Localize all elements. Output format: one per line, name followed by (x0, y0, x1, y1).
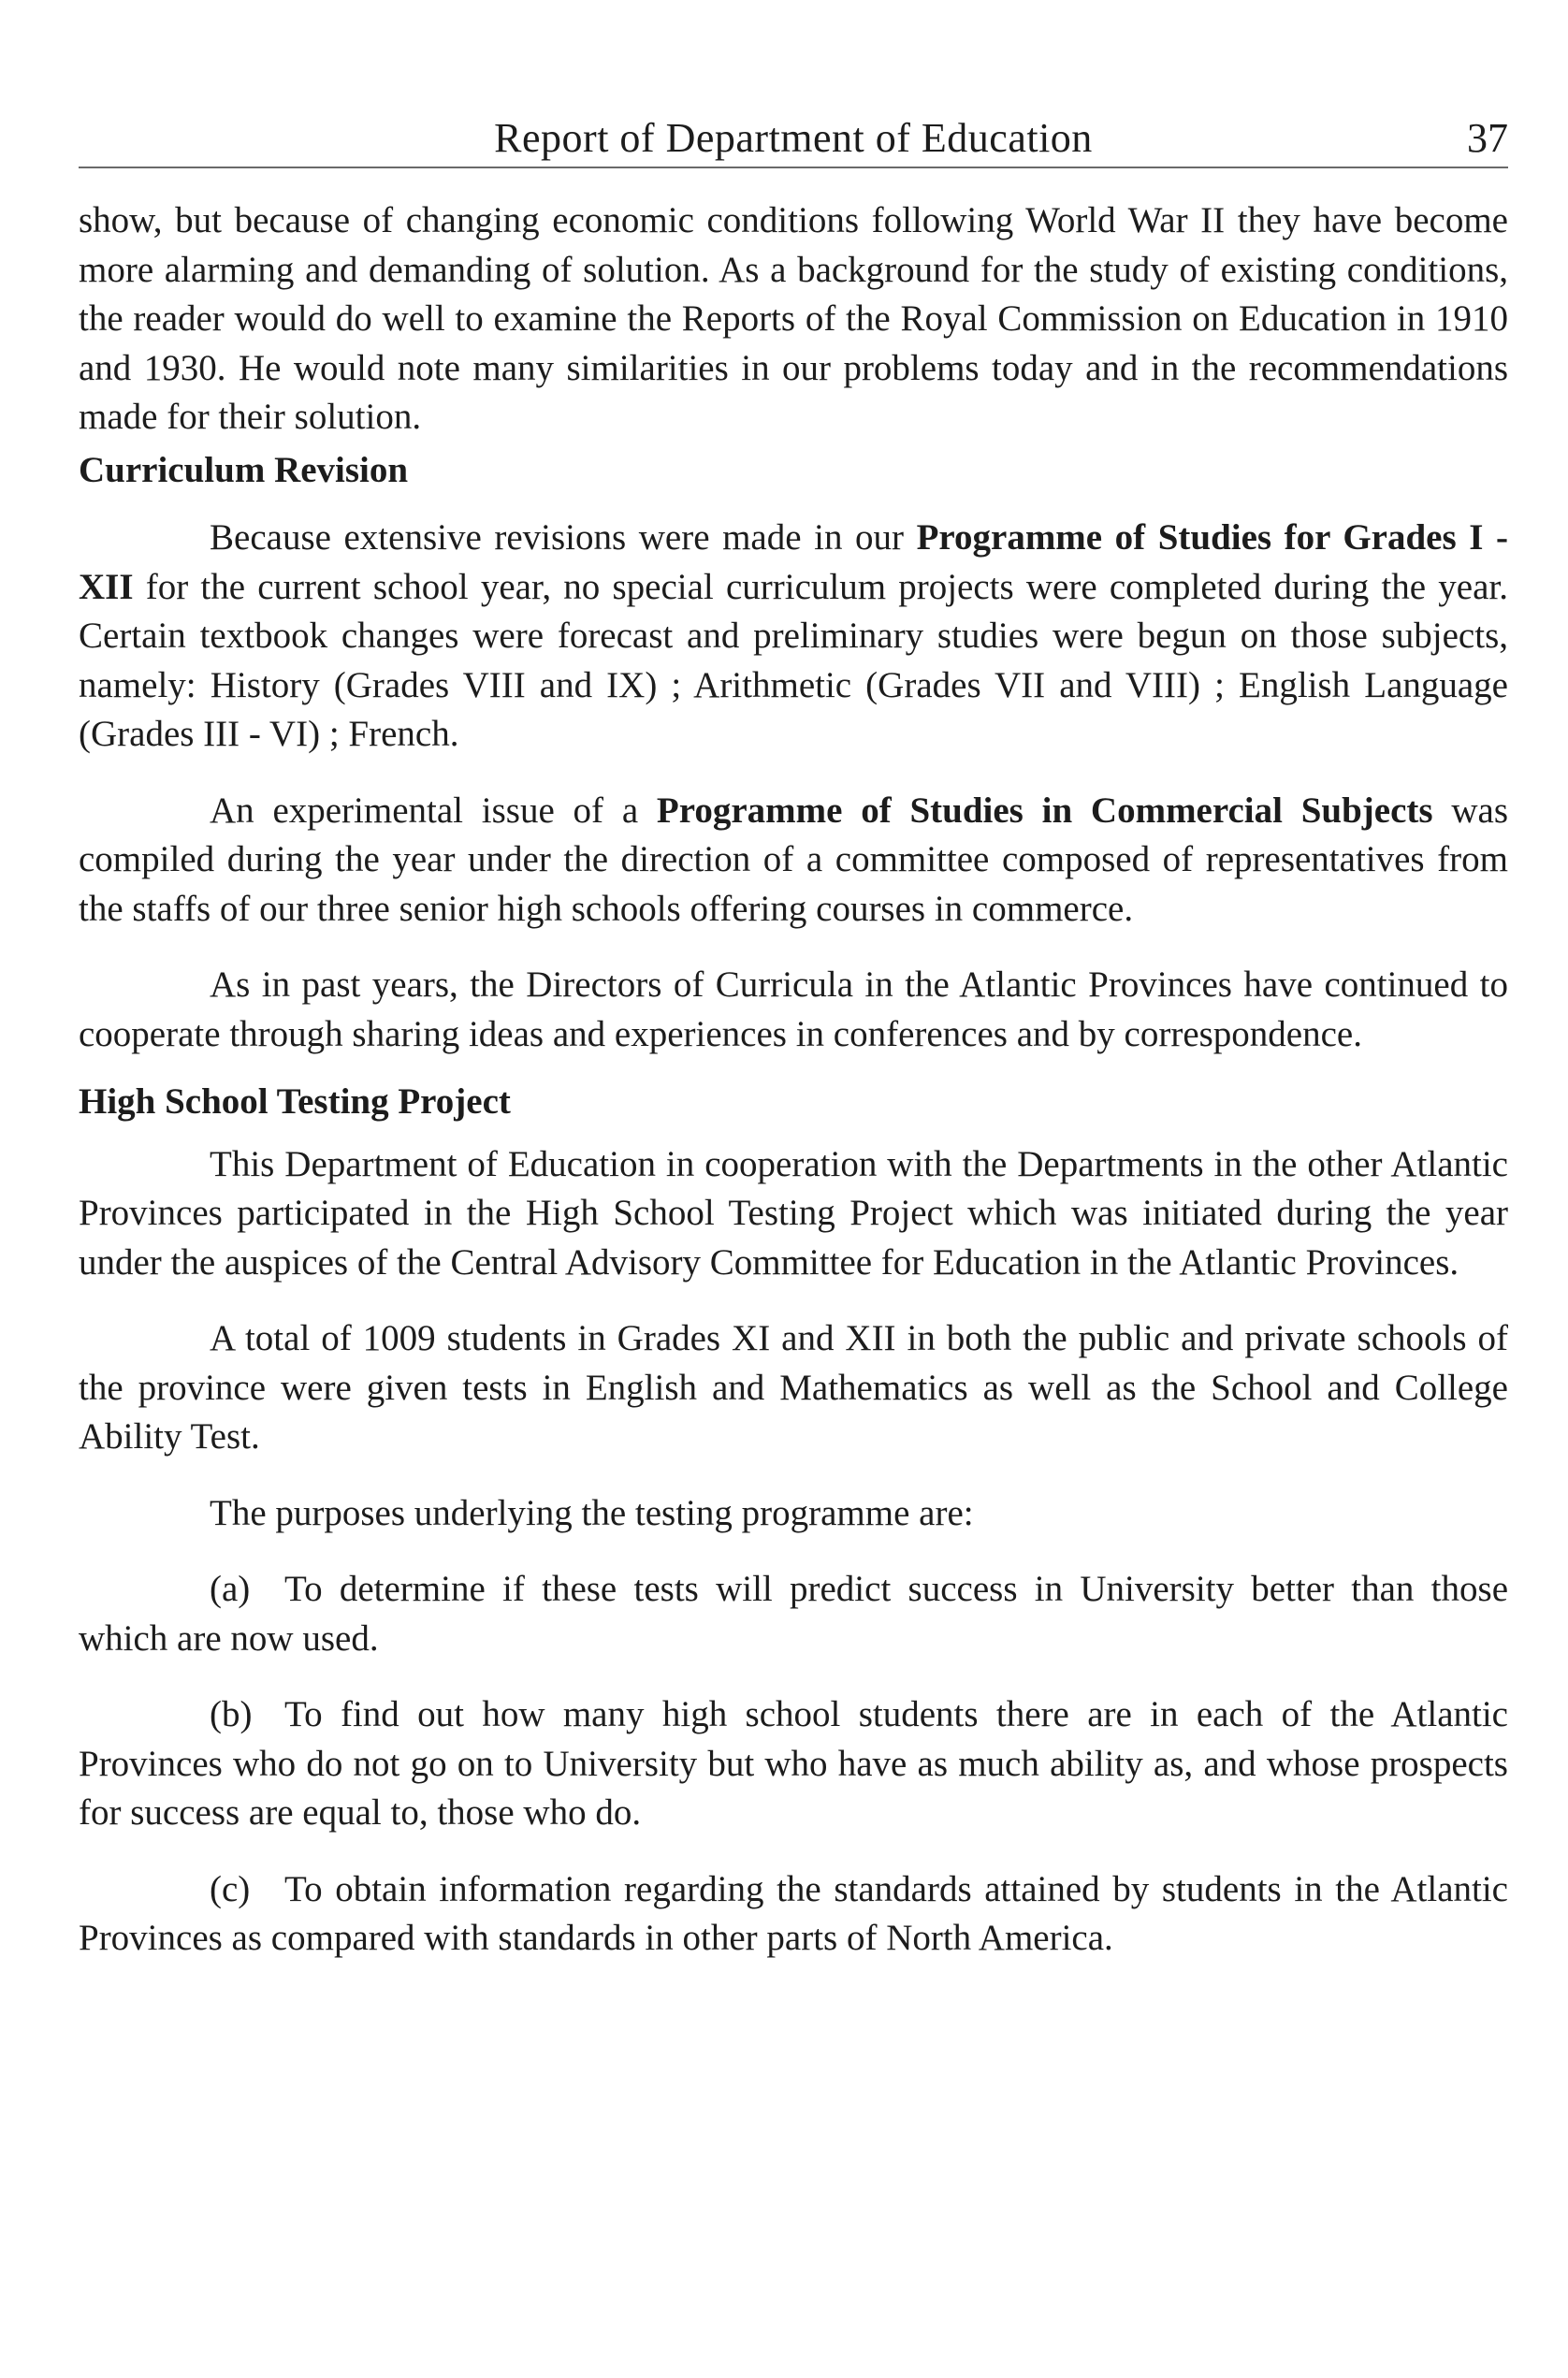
curriculum-paragraph-2 (79, 787, 1508, 935)
testing-purposes-intro: The purposes underlying the testing programme are: (210, 1492, 974, 1533)
curriculum-p1-text-end: for the current school year, no special curriculum projects were completed during the year. Certain textbook changes were forecast and preliminary studies were begun on those subjects, namely: History (Grades VIII and IX) ; Arithmetic (Grades VII and VIII) ; English Language (Grades III - VI) ; French. (79, 566, 1508, 754)
page (79, 110, 1508, 1964)
curriculum-p2-text-start: An experimental issue of a (210, 790, 657, 831)
testing-paragraph-1: This Department of Education in cooperation with the Departments in the other Atlantic Provinces participated in the High School Testing Project which was initiated during the year under the auspices of the Central Advisory Committee for Education in the Atlantic Provinces. (79, 1143, 1508, 1283)
purpose-item-a (79, 1565, 1508, 1663)
purpose-item-c-label: (c) (210, 1868, 251, 1909)
testing-paragraph-2: A total of 1009 students in Grades XI and XII in both the public and private schools of the province were given tests in English and Mathematics as well as the School and College Ability Test. (79, 1318, 1508, 1457)
programme-of-studies-title: Programme of Studies for Grades I - XII (79, 517, 1508, 607)
purpose-item-a-label: (a) (210, 1569, 251, 1609)
purpose-item-c-text: To obtain information regarding the standards attained by students in the Atlantic Provinces as compared with standards in other parts of North America. (79, 1868, 1508, 1958)
body-text (79, 196, 1508, 1964)
curriculum-p2-text-end: was compiled during the year under the direction of a committee composed of representatives from the staffs of our three senior high schools offering courses in commerce. (79, 790, 1509, 929)
page-number: 37 (1467, 115, 1508, 161)
purpose-item-a-text: To determine if these tests will predict success in University better than those which are now used. (79, 1569, 1508, 1659)
purpose-item-b (79, 1690, 1508, 1838)
running-title: Report of Department of Education (494, 115, 1093, 161)
testing-project-heading: High School Testing Project (79, 1081, 511, 1122)
purpose-item-c (79, 1865, 1508, 1964)
purpose-item-b-label: (b) (210, 1694, 253, 1734)
purpose-item-b-text: To find out how many high school students there are in each of the Atlantic Provinces who do not go on to University but who have as much ability as, and whose prospects for success are equal to, those who do. (79, 1694, 1508, 1833)
curriculum-paragraph-3: As in past years, the Directors of Curricula in the Atlantic Provinces have continued to cooperate through sharing ideas and experiences in conferences and by correspondence. (79, 964, 1508, 1054)
curriculum-paragraph-1 (79, 514, 1508, 760)
curriculum-p1-text-start: Because extensive revisions were made in our (210, 517, 917, 558)
intro-paragraph: show, but because of changing economic conditions following World War II they have become more alarming and demanding of solution. As a background for the study of existing conditions, the reader would do well to examine the Reports of the Royal Commission on Education in 1910 and 1930. He would note many similarities in our problems today and in the recommendations made for their solution. (79, 200, 1508, 437)
running-head (79, 110, 1508, 168)
curriculum-revision-heading: Curriculum Revision (79, 449, 409, 490)
commercial-subjects-title: Programme of Studies in Commercial Subjects (656, 790, 1433, 831)
